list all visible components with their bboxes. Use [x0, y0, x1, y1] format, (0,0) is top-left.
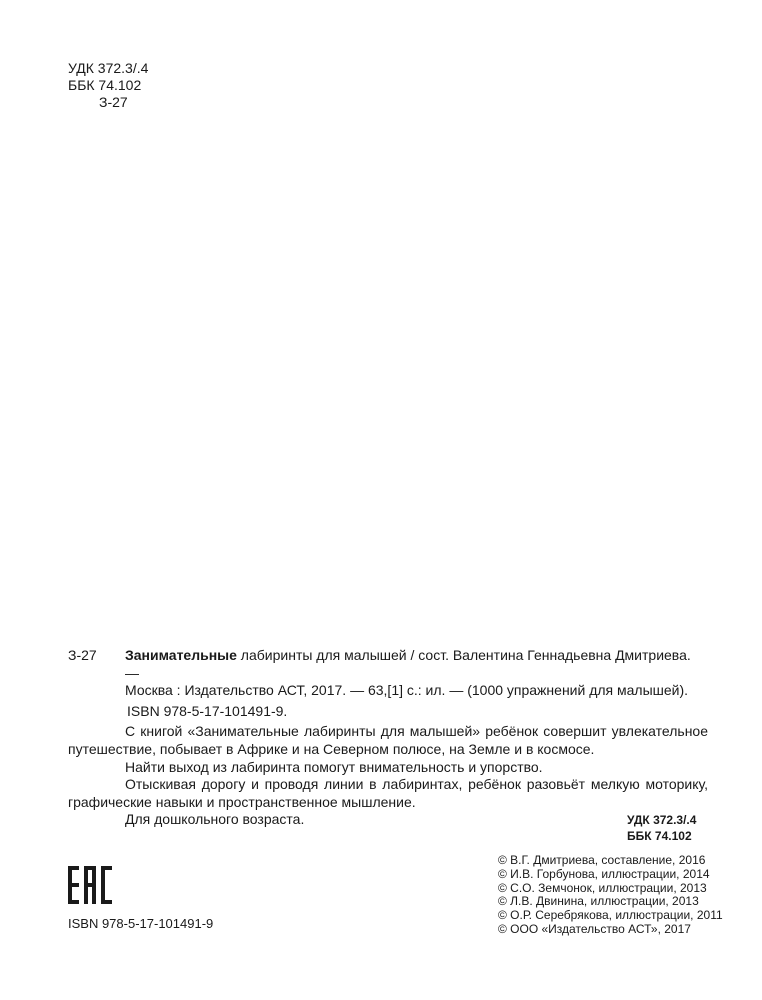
annotation-paragraph: Отыскивая дорогу и проводя линии в лабиринтах, ребёнок разовьёт мелкую моторику, графические навыки и пространственное мышление. — [68, 776, 708, 810]
entry-header-row — [68, 647, 708, 682]
copyright-line: © ООО «Издательство АСТ», 2017 — [498, 921, 691, 936]
entry-title-block — [125, 647, 708, 682]
copyright-line: © О.Р. Серебрякова, иллюстрации, 2011 — [498, 908, 723, 923]
copyright-line: © И.В. Горбунова, иллюстрации, 2014 — [498, 866, 710, 881]
entry-publisher-line: Москва : Издательство АСТ, 2017. — 63,[1] с.: ил. — (1000 упражнений для малышей). — [125, 682, 689, 699]
bottom-classification-codes — [627, 812, 696, 844]
copyright-line: © С.О. Земчонок, иллюстрации, 2013 — [498, 880, 707, 895]
entry-title-bold: Занимательные — [125, 647, 237, 663]
entry-annotation — [68, 723, 708, 829]
bottom-udk: УДК 372.3/.4 — [627, 813, 697, 827]
top-classification-codes — [68, 60, 148, 111]
annotation-paragraph: Для дошкольного возраста. — [125, 811, 305, 828]
eac-conformity-icon — [68, 866, 112, 904]
bibliographic-entry — [68, 647, 708, 829]
top-udk: УДК 372.3/.4 — [68, 60, 149, 76]
copyright-block — [498, 854, 723, 937]
copyright-line: © В.Г. Дмитриева, составление, 2016 — [498, 853, 706, 867]
entry-author-mark: З-27 — [68, 647, 97, 663]
entry-title-rest: лабиринты для малышей / сост. Валентина Геннадьевна Дмитриева. — — [125, 647, 691, 681]
copyright-line: © Л.В. Двинина, иллюстрации, 2013 — [498, 894, 699, 909]
entry-isbn: ISBN 978-5-17-101491-9. — [127, 702, 288, 719]
annotation-paragraph: С книгой «Занимательные лабиринты для малышей» ребёнок совершит увлекательное путешествие, побывает в Африке и на Северном полюсе, на Земле и в космосе. — [68, 723, 708, 757]
bottom-bbk: ББК 74.102 — [627, 829, 692, 843]
top-author-mark: З-27 — [99, 94, 128, 110]
top-bbk: ББК 74.102 — [68, 77, 142, 93]
annotation-paragraph: Найти выход из лабиринта помогут внимательность и упорство. — [125, 758, 543, 775]
isbn-footer: ISBN 978-5-17-101491-9 — [68, 916, 214, 931]
